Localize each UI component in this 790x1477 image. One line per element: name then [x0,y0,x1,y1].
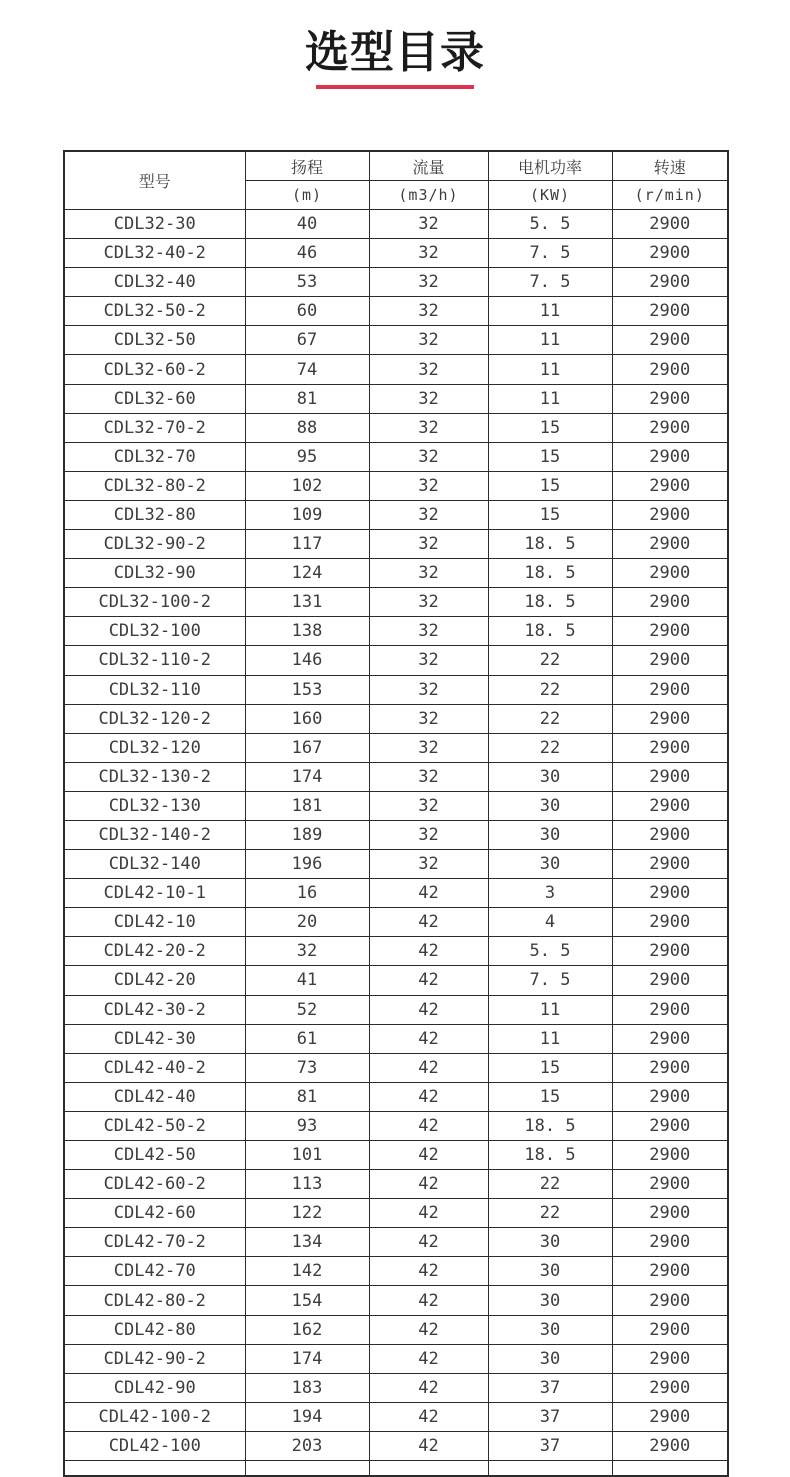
cell-power: 3 [488,879,612,908]
cell-model: CDL32-40 [64,268,245,297]
cell-speed: 2900 [612,442,728,471]
table-row [64,1082,728,1111]
cell-power: 7. 5 [488,268,612,297]
cell-model: CDL42-80-2 [64,1286,245,1315]
table-row [64,850,728,879]
column-unit-head: (m) [245,181,369,210]
cell-head: 53 [245,268,369,297]
cell-flow: 32 [369,297,488,326]
cell-speed: 2900 [612,1315,728,1344]
cell-head: 41 [245,966,369,995]
cell-head: 142 [245,1257,369,1286]
table-row [64,326,728,355]
cell-speed: 2900 [612,733,728,762]
cell-speed: 2900 [612,559,728,588]
cell-power: 22 [488,646,612,675]
table-header [64,151,728,210]
cell-speed: 2900 [612,966,728,995]
cell-flow: 32 [369,704,488,733]
partial-cell [64,1461,245,1477]
cell-flow: 42 [369,937,488,966]
column-unit-flow: (m3/h) [369,181,488,210]
cell-power: 18. 5 [488,1111,612,1140]
cell-model: CDL42-80 [64,1315,245,1344]
cell-model: CDL32-80-2 [64,471,245,500]
cell-model: CDL32-140 [64,850,245,879]
cell-speed: 2900 [612,1402,728,1431]
cell-head: 40 [245,210,369,239]
cell-power: 30 [488,820,612,849]
cell-head: 46 [245,239,369,268]
cell-flow: 42 [369,1315,488,1344]
cell-flow: 42 [369,1082,488,1111]
cell-power: 30 [488,762,612,791]
cell-power: 30 [488,1315,612,1344]
column-header-head: 扬程 [245,151,369,181]
cell-power: 18. 5 [488,1141,612,1170]
cell-flow: 32 [369,210,488,239]
cell-speed: 2900 [612,820,728,849]
cell-speed: 2900 [612,617,728,646]
cell-model: CDL32-40-2 [64,239,245,268]
cell-speed: 2900 [612,1257,728,1286]
cell-model: CDL32-80 [64,500,245,529]
page-title: 选型目录 [305,27,485,78]
table-row [64,646,728,675]
cell-speed: 2900 [612,1199,728,1228]
cell-flow: 42 [369,1373,488,1402]
cell-head: 124 [245,559,369,588]
cell-model: CDL42-90 [64,1373,245,1402]
cell-flow: 32 [369,617,488,646]
cell-model: CDL32-90-2 [64,530,245,559]
cell-speed: 2900 [612,1024,728,1053]
cell-model: CDL32-90 [64,559,245,588]
cell-model: CDL42-40-2 [64,1053,245,1082]
cell-head: 194 [245,1402,369,1431]
cell-speed: 2900 [612,937,728,966]
cell-power: 18. 5 [488,617,612,646]
cell-power: 30 [488,791,612,820]
cell-model: CDL42-10 [64,908,245,937]
cell-power: 15 [488,442,612,471]
cell-head: 134 [245,1228,369,1257]
cell-speed: 2900 [612,268,728,297]
cell-flow: 32 [369,239,488,268]
cell-power: 30 [488,1228,612,1257]
table-row [64,1373,728,1402]
cell-power: 11 [488,297,612,326]
table-row [64,413,728,442]
cell-power: 30 [488,1286,612,1315]
cell-head: 52 [245,995,369,1024]
cell-model: CDL42-100-2 [64,1402,245,1431]
cell-flow: 42 [369,995,488,1024]
cell-model: CDL32-50-2 [64,297,245,326]
table-row [64,471,728,500]
cell-speed: 2900 [612,850,728,879]
cell-speed: 2900 [612,1286,728,1315]
cell-speed: 2900 [612,995,728,1024]
cell-model: CDL42-60-2 [64,1170,245,1199]
cell-flow: 32 [369,326,488,355]
cell-speed: 2900 [612,413,728,442]
cell-power: 15 [488,413,612,442]
cell-flow: 42 [369,1257,488,1286]
cell-speed: 2900 [612,355,728,384]
table-row [64,995,728,1024]
cell-power: 22 [488,675,612,704]
cell-power: 11 [488,355,612,384]
cell-speed: 2900 [612,239,728,268]
cell-head: 167 [245,733,369,762]
table-row [64,966,728,995]
table-row [64,762,728,791]
cell-flow: 42 [369,1053,488,1082]
table-row [64,1053,728,1082]
cell-head: 61 [245,1024,369,1053]
cell-power: 18. 5 [488,588,612,617]
cell-flow: 32 [369,850,488,879]
cell-model: CDL32-50 [64,326,245,355]
cell-speed: 2900 [612,1228,728,1257]
cell-flow: 32 [369,820,488,849]
partial-cell [245,1461,369,1477]
cell-flow: 32 [369,762,488,791]
cell-power: 7. 5 [488,966,612,995]
column-header-power: 电机功率 [488,151,612,181]
cell-speed: 2900 [612,762,728,791]
cell-speed: 2900 [612,704,728,733]
cell-flow: 32 [369,413,488,442]
cell-head: 138 [245,617,369,646]
cell-head: 73 [245,1053,369,1082]
cell-power: 18. 5 [488,530,612,559]
cell-model: CDL42-30-2 [64,995,245,1024]
cell-model: CDL42-50 [64,1141,245,1170]
cell-flow: 42 [369,1431,488,1460]
table-row [64,820,728,849]
cell-power: 15 [488,1082,612,1111]
cell-speed: 2900 [612,1111,728,1140]
title-block [0,0,790,89]
cell-speed: 2900 [612,1344,728,1373]
cell-power: 30 [488,1257,612,1286]
table-row [64,704,728,733]
cell-model: CDL42-10-1 [64,879,245,908]
table-row [64,908,728,937]
cell-speed: 2900 [612,1141,728,1170]
cell-flow: 32 [369,530,488,559]
cell-model: CDL32-60-2 [64,355,245,384]
cell-power: 11 [488,995,612,1024]
cell-flow: 42 [369,1024,488,1053]
cell-head: 196 [245,850,369,879]
cell-flow: 42 [369,1286,488,1315]
table-row [64,384,728,413]
cell-model: CDL32-110 [64,675,245,704]
cell-flow: 42 [369,1111,488,1140]
table-row [64,1170,728,1199]
cell-head: 88 [245,413,369,442]
cell-speed: 2900 [612,646,728,675]
cell-power: 30 [488,1344,612,1373]
cell-speed: 2900 [612,1082,728,1111]
table-row [64,791,728,820]
cell-flow: 42 [369,908,488,937]
cell-flow: 32 [369,791,488,820]
cell-head: 189 [245,820,369,849]
cell-model: CDL32-60 [64,384,245,413]
table-row [64,1024,728,1053]
cell-power: 4 [488,908,612,937]
table-row [64,500,728,529]
cell-model: CDL42-70 [64,1257,245,1286]
cell-head: 102 [245,471,369,500]
cell-model: CDL32-120-2 [64,704,245,733]
cell-speed: 2900 [612,384,728,413]
cell-speed: 2900 [612,1053,728,1082]
cell-power: 22 [488,1199,612,1228]
cell-model: CDL32-140-2 [64,820,245,849]
cell-model: CDL42-90-2 [64,1344,245,1373]
partial-cell [612,1461,728,1477]
cell-flow: 42 [369,1228,488,1257]
cell-model: CDL42-20-2 [64,937,245,966]
cell-power: 22 [488,1170,612,1199]
selection-catalog-table [63,150,729,1477]
table-row [64,1111,728,1140]
column-header-model: 型号 [64,151,245,210]
cell-model: CDL32-100 [64,617,245,646]
cell-flow: 32 [369,675,488,704]
cell-flow: 32 [369,384,488,413]
cell-head: 32 [245,937,369,966]
cell-flow: 32 [369,559,488,588]
cell-head: 95 [245,442,369,471]
table-row [64,937,728,966]
cell-head: 101 [245,1141,369,1170]
cell-model: CDL32-30 [64,210,245,239]
cell-head: 117 [245,530,369,559]
cell-model: CDL42-70-2 [64,1228,245,1257]
cell-speed: 2900 [612,675,728,704]
cell-speed: 2900 [612,500,728,529]
cell-head: 74 [245,355,369,384]
table-row [64,1141,728,1170]
cell-flow: 32 [369,733,488,762]
cell-head: 162 [245,1315,369,1344]
cell-model: CDL32-130 [64,791,245,820]
cell-speed: 2900 [612,1431,728,1460]
cell-head: 160 [245,704,369,733]
cell-head: 122 [245,1199,369,1228]
cell-head: 203 [245,1431,369,1460]
cell-flow: 32 [369,588,488,617]
table-row [64,1344,728,1373]
cell-head: 174 [245,762,369,791]
column-unit-power: (KW) [488,181,612,210]
cell-power: 22 [488,733,612,762]
cell-model: CDL32-100-2 [64,588,245,617]
cell-flow: 42 [369,879,488,908]
cell-head: 16 [245,879,369,908]
cell-power: 7. 5 [488,239,612,268]
cell-head: 20 [245,908,369,937]
cell-head: 81 [245,384,369,413]
title-underline-accent [316,85,474,89]
cell-model: CDL42-60 [64,1199,245,1228]
column-header-flow: 流量 [369,151,488,181]
cell-power: 37 [488,1431,612,1460]
cell-flow: 32 [369,471,488,500]
cell-model: CDL32-110-2 [64,646,245,675]
cell-model: CDL32-70-2 [64,413,245,442]
cell-head: 67 [245,326,369,355]
cell-speed: 2900 [612,879,728,908]
table-clipped-partial-row [64,1461,728,1477]
cell-speed: 2900 [612,326,728,355]
cell-speed: 2900 [612,210,728,239]
cell-head: 60 [245,297,369,326]
table-body [64,210,728,1461]
cell-head: 131 [245,588,369,617]
cell-power: 11 [488,384,612,413]
cell-power: 15 [488,471,612,500]
table-row [64,617,728,646]
cell-flow: 32 [369,646,488,675]
column-header-speed: 转速 [612,151,728,181]
cell-model: CDL42-30 [64,1024,245,1053]
cell-power: 5. 5 [488,210,612,239]
table-row [64,530,728,559]
partial-cell [488,1461,612,1477]
cell-flow: 32 [369,500,488,529]
cell-flow: 42 [369,966,488,995]
table-row [64,442,728,471]
table-row [64,879,728,908]
cell-flow: 42 [369,1199,488,1228]
cell-model: CDL42-40 [64,1082,245,1111]
cell-head: 93 [245,1111,369,1140]
table-row [64,675,728,704]
table-row [64,268,728,297]
table-row [64,1228,728,1257]
cell-head: 183 [245,1373,369,1402]
cell-flow: 42 [369,1170,488,1199]
cell-flow: 42 [369,1141,488,1170]
cell-head: 113 [245,1170,369,1199]
table-row [64,588,728,617]
table-row [64,1431,728,1460]
selection-catalog-table-wrap [63,150,727,1477]
cell-head: 181 [245,791,369,820]
cell-flow: 32 [369,442,488,471]
cell-head: 109 [245,500,369,529]
cell-power: 30 [488,850,612,879]
cell-power: 11 [488,326,612,355]
cell-power: 22 [488,704,612,733]
cell-speed: 2900 [612,1170,728,1199]
cell-speed: 2900 [612,297,728,326]
cell-model: CDL32-70 [64,442,245,471]
partial-row [64,1461,728,1477]
cell-flow: 32 [369,355,488,384]
cell-flow: 32 [369,268,488,297]
cell-model: CDL42-20 [64,966,245,995]
cell-power: 5. 5 [488,937,612,966]
table-row [64,297,728,326]
cell-power: 37 [488,1402,612,1431]
partial-cell [369,1461,488,1477]
table-row [64,1286,728,1315]
table-row [64,1199,728,1228]
cell-head: 81 [245,1082,369,1111]
cell-power: 11 [488,1024,612,1053]
table-row [64,239,728,268]
cell-head: 146 [245,646,369,675]
table-row [64,210,728,239]
cell-speed: 2900 [612,791,728,820]
cell-flow: 42 [369,1344,488,1373]
cell-model: CDL42-50-2 [64,1111,245,1140]
cell-speed: 2900 [612,530,728,559]
cell-head: 153 [245,675,369,704]
cell-model: CDL32-120 [64,733,245,762]
table-row [64,733,728,762]
cell-flow: 42 [369,1402,488,1431]
cell-head: 174 [245,1344,369,1373]
table-row [64,559,728,588]
cell-power: 15 [488,500,612,529]
cell-power: 18. 5 [488,559,612,588]
cell-speed: 2900 [612,588,728,617]
column-unit-speed: (r/min) [612,181,728,210]
table-row [64,1402,728,1431]
cell-power: 37 [488,1373,612,1402]
table-row [64,1315,728,1344]
header-row-labels [64,151,728,181]
table-row [64,355,728,384]
cell-head: 154 [245,1286,369,1315]
cell-model: CDL42-100 [64,1431,245,1460]
cell-speed: 2900 [612,1373,728,1402]
cell-model: CDL32-130-2 [64,762,245,791]
cell-power: 15 [488,1053,612,1082]
table-row [64,1257,728,1286]
cell-speed: 2900 [612,908,728,937]
cell-speed: 2900 [612,471,728,500]
